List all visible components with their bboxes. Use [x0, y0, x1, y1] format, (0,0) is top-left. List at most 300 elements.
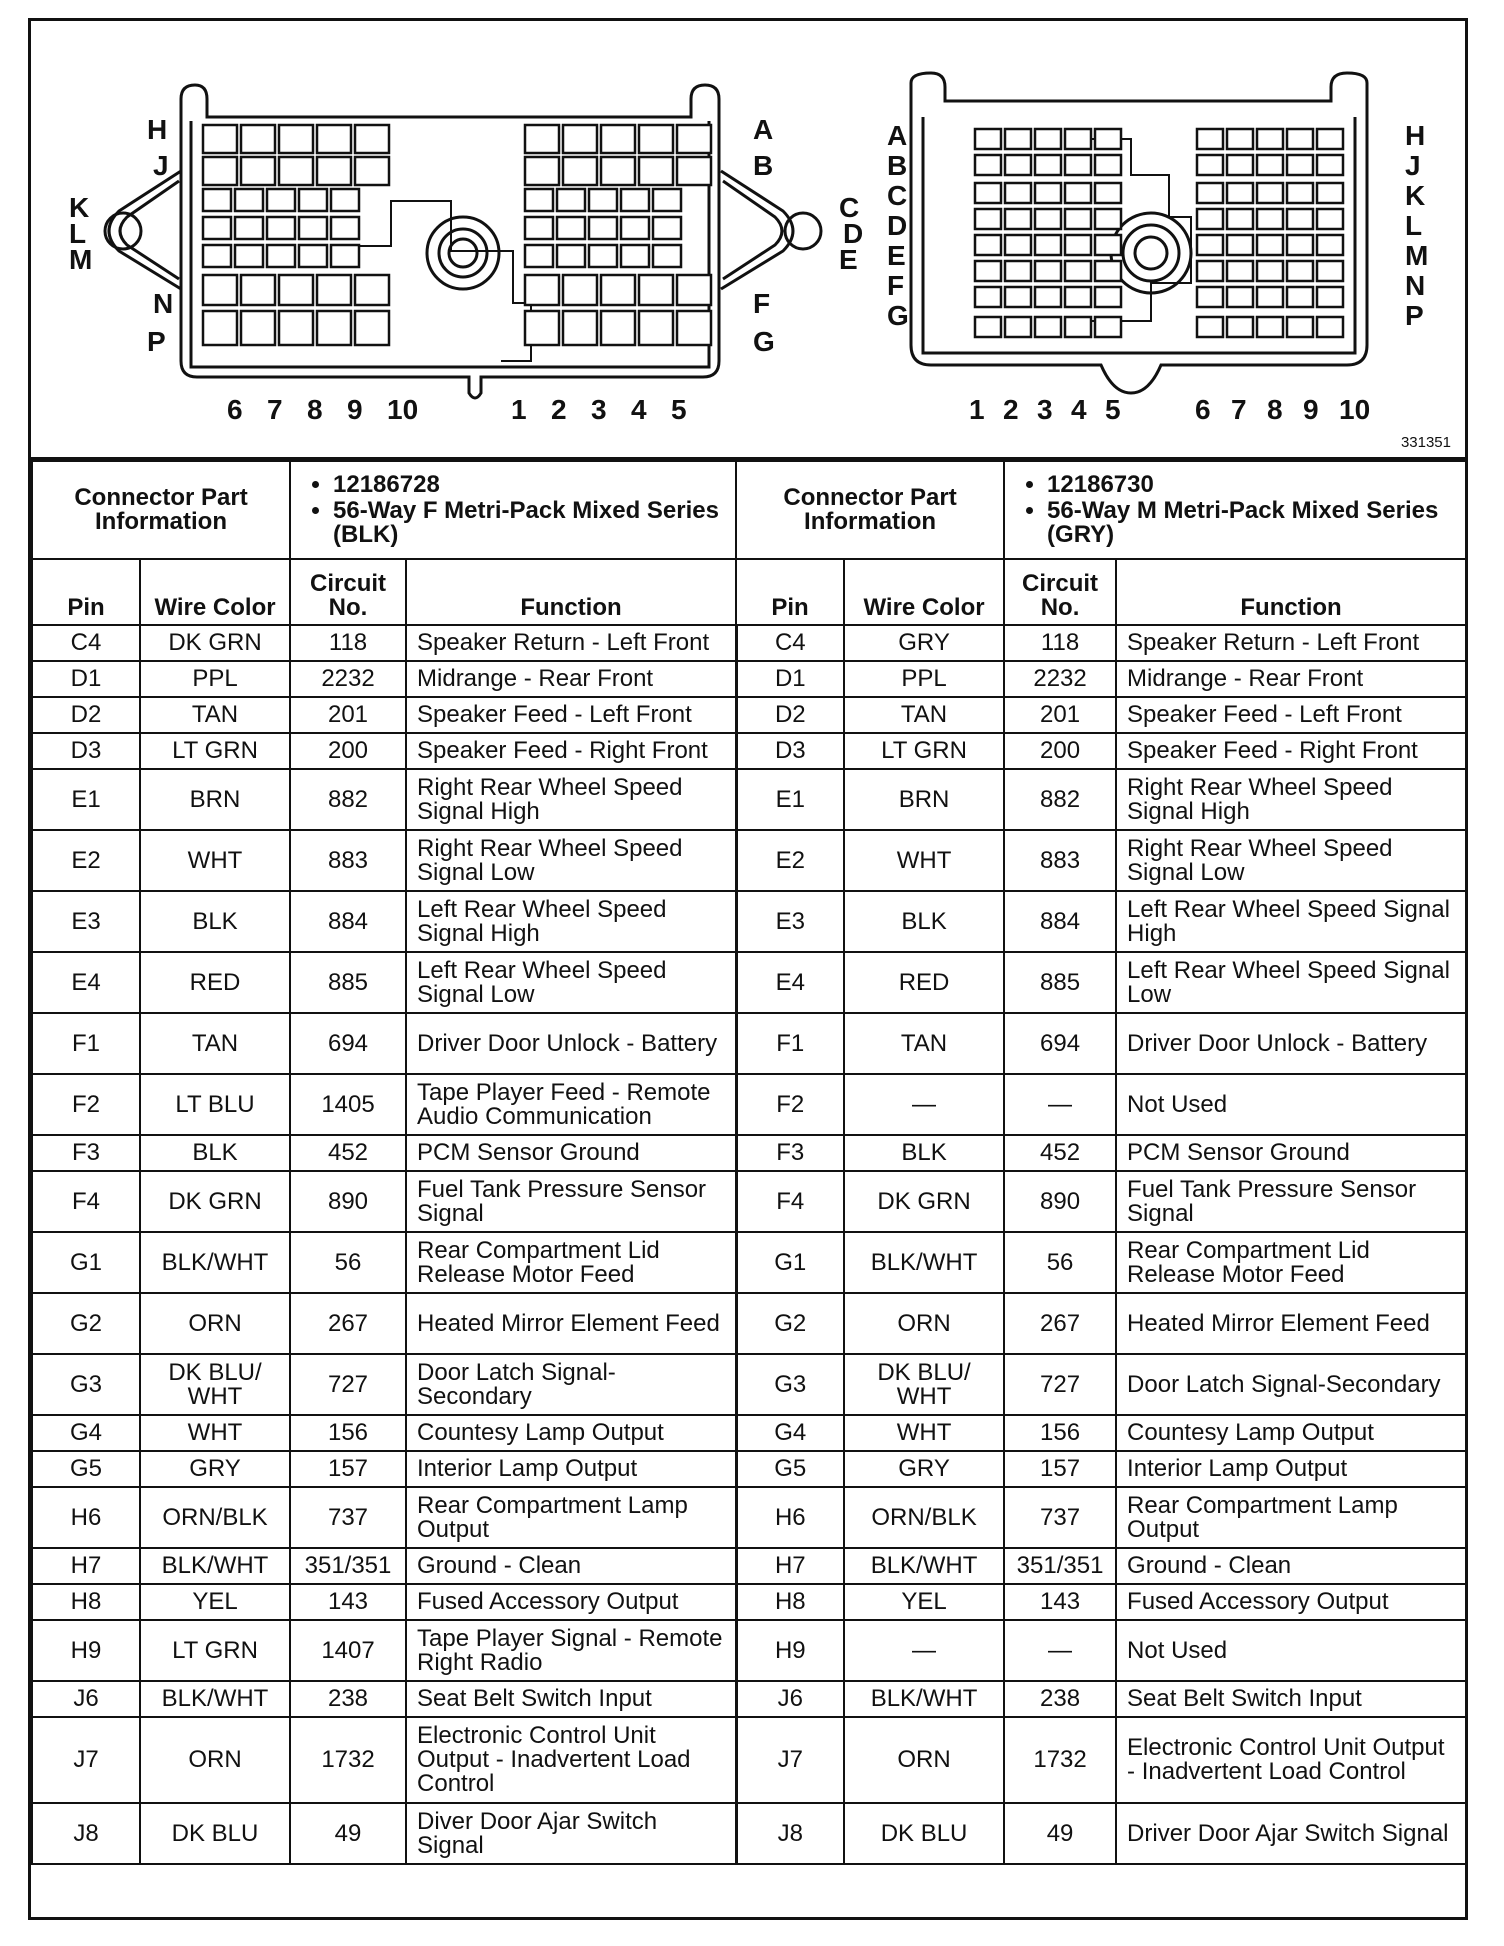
row-label: C	[887, 180, 908, 211]
circuit-right: 694	[1004, 1013, 1116, 1074]
wire-color-right: LT GRN	[844, 733, 1004, 769]
wire-color-right: BLK/WHT	[844, 1232, 1004, 1293]
cavity	[203, 311, 237, 345]
function-right: Countesy Lamp Output	[1116, 1415, 1466, 1451]
table-row	[32, 1293, 1466, 1354]
pin-cell-right: H9	[736, 1620, 844, 1681]
row-label: H	[1405, 120, 1426, 151]
row-label: J	[1405, 150, 1421, 181]
pin-cell-left: D2	[32, 697, 140, 733]
pin-cell-left: F4	[32, 1171, 140, 1232]
cavity	[241, 125, 275, 153]
wire-color-left: WHT	[140, 1415, 290, 1451]
function-left: Interior Lamp Output	[406, 1451, 736, 1487]
circuit-right: 156	[1004, 1415, 1116, 1451]
row-label: C	[839, 192, 860, 223]
circuit-right: 143	[1004, 1584, 1116, 1620]
cavity	[563, 157, 597, 185]
circuit-left: 49	[290, 1803, 406, 1864]
pin-cell-left: E1	[32, 769, 140, 830]
cavity	[1035, 287, 1061, 307]
connector-sheet	[28, 18, 1468, 1920]
col-pin-right: Pin	[736, 559, 844, 625]
column-label: 1	[511, 394, 527, 425]
cavity	[1287, 317, 1313, 337]
row-label: J	[153, 150, 169, 181]
cavity	[203, 245, 231, 267]
circuit-right: 49	[1004, 1803, 1116, 1864]
wire-color-left: BLK/WHT	[140, 1681, 290, 1717]
column-label: 5	[1105, 394, 1121, 425]
cavity	[1005, 261, 1031, 281]
cavity	[525, 275, 559, 305]
wire-color-left: LT BLU	[140, 1074, 290, 1135]
function-left: Seat Belt Switch Input	[406, 1681, 736, 1717]
cavity	[525, 125, 559, 153]
circuit-left: 884	[290, 891, 406, 952]
cavity	[557, 245, 585, 267]
function-left: Speaker Return - Left Front	[406, 625, 736, 661]
cavity	[525, 217, 553, 239]
cavity	[621, 217, 649, 239]
pin-cell-right: J7	[736, 1717, 844, 1803]
pin-cell-left: E3	[32, 891, 140, 952]
cavity	[525, 157, 559, 185]
cavity	[241, 157, 275, 185]
circuit-left: 737	[290, 1487, 406, 1548]
pin-cell-left: H8	[32, 1584, 140, 1620]
cavity	[235, 217, 263, 239]
cavity	[653, 217, 681, 239]
function-right: Speaker Feed - Right Front	[1116, 733, 1466, 769]
cavity	[601, 275, 635, 305]
cavity	[1317, 261, 1343, 281]
circuit-right: 884	[1004, 891, 1116, 952]
function-left: Fuel Tank Pressure Sensor Signal	[406, 1171, 736, 1232]
row-label: N	[1405, 270, 1426, 301]
cavity	[235, 245, 263, 267]
function-left: Driver Door Unlock - Battery	[406, 1013, 736, 1074]
pin-cell-right: J6	[736, 1681, 844, 1717]
cavity	[1005, 317, 1031, 337]
cavity	[1065, 183, 1091, 203]
cavity	[241, 275, 275, 305]
table-row	[32, 1013, 1466, 1074]
row-label: F	[887, 270, 905, 301]
circuit-right: 201	[1004, 697, 1116, 733]
pin-cell-right: E1	[736, 769, 844, 830]
cavity	[1227, 183, 1253, 203]
pin-cell-right: F1	[736, 1013, 844, 1074]
cavity	[203, 275, 237, 305]
cavity	[589, 189, 617, 211]
function-right: Not Used	[1116, 1074, 1466, 1135]
table-row	[32, 1548, 1466, 1584]
table-row	[32, 661, 1466, 697]
function-left: Rear Compartment Lamp Output	[406, 1487, 736, 1548]
cavity	[279, 275, 313, 305]
column-label: 6	[227, 394, 243, 425]
column-label: 3	[1037, 394, 1053, 425]
cavity	[677, 125, 711, 153]
cavity	[355, 275, 389, 305]
function-left: Right Rear Wheel Speed Signal High	[406, 769, 736, 830]
cavity	[975, 261, 1001, 281]
figure-id: 331351	[1400, 434, 1451, 451]
wire-color-right: ORN/BLK	[844, 1487, 1004, 1548]
row-label: D	[843, 218, 864, 249]
table-row	[32, 891, 1466, 952]
row-label: K	[1405, 180, 1426, 211]
row-label: A	[887, 120, 908, 151]
wire-color-right: GRY	[844, 1451, 1004, 1487]
cavity	[601, 125, 635, 153]
wire-color-right: DK BLU/ WHT	[844, 1354, 1004, 1415]
function-right: Interior Lamp Output	[1116, 1451, 1466, 1487]
circuit-right: 238	[1004, 1681, 1116, 1717]
pin-cell-left: H6	[32, 1487, 140, 1548]
male-cavities	[975, 129, 1343, 337]
circuit-right: —	[1004, 1620, 1116, 1681]
cavity	[1257, 129, 1283, 149]
pin-cell-right: G5	[736, 1451, 844, 1487]
cavity	[677, 157, 711, 185]
pin-cell-right: G4	[736, 1415, 844, 1451]
wire-color-right: BLK	[844, 1135, 1004, 1171]
cavity	[1317, 183, 1343, 203]
pinout-rows	[32, 625, 1466, 1864]
function-left: Left Rear Wheel Speed Signal Low	[406, 952, 736, 1013]
cavity	[331, 217, 359, 239]
cavity	[355, 125, 389, 153]
connector-type-right: • 56-Way M Metri-Pack Mixed Series (GRY)	[1047, 499, 1459, 547]
wire-color-right: ORN	[844, 1717, 1004, 1803]
pin-cell-right: J8	[736, 1803, 844, 1864]
cavity	[557, 217, 585, 239]
cavity	[1287, 287, 1313, 307]
circuit-right: 882	[1004, 769, 1116, 830]
wire-color-right: WHT	[844, 1415, 1004, 1451]
column-label: 8	[307, 394, 323, 425]
table-row	[32, 1232, 1466, 1293]
cavity	[1287, 155, 1313, 175]
cavity	[235, 189, 263, 211]
wire-color-left: RED	[140, 952, 290, 1013]
pin-cell-left: J6	[32, 1681, 140, 1717]
function-left: Door Latch Signal-Secondary	[406, 1354, 736, 1415]
column-label: 7	[267, 394, 283, 425]
function-right: Driver Door Ajar Switch Signal	[1116, 1803, 1466, 1864]
cavity	[1227, 261, 1253, 281]
pin-cell-right: G2	[736, 1293, 844, 1354]
pin-cell-left: D1	[32, 661, 140, 697]
cavity	[975, 317, 1001, 337]
pin-cell-right: D3	[736, 733, 844, 769]
row-label: H	[147, 114, 168, 145]
cavity	[317, 157, 351, 185]
cavity	[557, 189, 585, 211]
pin-cell-left: G5	[32, 1451, 140, 1487]
cavity	[601, 311, 635, 345]
circuit-right: 267	[1004, 1293, 1116, 1354]
cavity	[975, 183, 1001, 203]
cavity	[1035, 155, 1061, 175]
cavity	[279, 311, 313, 345]
circuit-left: 452	[290, 1135, 406, 1171]
cavity	[601, 157, 635, 185]
pin-cell-right: E2	[736, 830, 844, 891]
wire-color-right: PPL	[844, 661, 1004, 697]
pin-cell-left: E2	[32, 830, 140, 891]
cavity	[203, 157, 237, 185]
table-row	[32, 733, 1466, 769]
cavity	[1227, 317, 1253, 337]
column-label: 2	[1003, 394, 1019, 425]
circuit-right: 2232	[1004, 661, 1116, 697]
cavity	[1065, 209, 1091, 229]
function-left: Speaker Feed - Right Front	[406, 733, 736, 769]
pin-cell-right: F4	[736, 1171, 844, 1232]
circuit-left: 882	[290, 769, 406, 830]
wire-color-left: YEL	[140, 1584, 290, 1620]
circuit-right: 890	[1004, 1171, 1116, 1232]
circuit-left: 351/351	[290, 1548, 406, 1584]
table-row	[32, 1415, 1466, 1451]
pin-cell-right: H8	[736, 1584, 844, 1620]
cavity	[1095, 183, 1121, 203]
row-label: G	[753, 326, 775, 357]
col-wire-right: Wire Color	[844, 559, 1004, 625]
wire-color-left: DK GRN	[140, 625, 290, 661]
circuit-left: 157	[290, 1451, 406, 1487]
circuit-right: 883	[1004, 830, 1116, 891]
wire-color-right: DK GRN	[844, 1171, 1004, 1232]
function-left: Fused Accessory Output	[406, 1584, 736, 1620]
wire-color-right: —	[844, 1620, 1004, 1681]
cavity	[653, 245, 681, 267]
table-row	[32, 1487, 1466, 1548]
function-right: Door Latch Signal-Secondary	[1116, 1354, 1466, 1415]
cavity	[1065, 317, 1091, 337]
cavity	[1197, 209, 1223, 229]
wire-color-left: LT GRN	[140, 1620, 290, 1681]
col-function-right: Function	[1116, 559, 1466, 625]
column-label: 4	[1071, 394, 1087, 425]
wire-color-right: GRY	[844, 625, 1004, 661]
cavity	[1257, 183, 1283, 203]
row-label: K	[69, 192, 90, 223]
pin-cell-right: G1	[736, 1232, 844, 1293]
circuit-left: 156	[290, 1415, 406, 1451]
row-label: P	[147, 326, 166, 357]
cavity	[1095, 317, 1121, 337]
cavity	[563, 311, 597, 345]
column-label: 9	[347, 394, 363, 425]
pin-cell-right: C4	[736, 625, 844, 661]
connector-drawing	[31, 21, 1465, 457]
row-label: G	[887, 300, 909, 331]
cavity	[267, 217, 295, 239]
pin-cell-right: G3	[736, 1354, 844, 1415]
cavity	[1005, 129, 1031, 149]
wire-color-right: —	[844, 1074, 1004, 1135]
function-right: Right Rear Wheel Speed Signal Low	[1116, 830, 1466, 891]
col-circuit-right: Circuit No.	[1004, 559, 1116, 625]
cavity	[1197, 287, 1223, 307]
circuit-left: 2232	[290, 661, 406, 697]
circuit-left: 885	[290, 952, 406, 1013]
circuit-left: 883	[290, 830, 406, 891]
cavity	[1197, 317, 1223, 337]
connector-type-left: • 56-Way F Metri-Pack Mixed Series (BLK)	[333, 499, 729, 547]
circuit-left: 1732	[290, 1717, 406, 1803]
cavity	[317, 311, 351, 345]
pin-cell-left: F1	[32, 1013, 140, 1074]
pin-cell-right: F2	[736, 1074, 844, 1135]
function-left: Left Rear Wheel Speed Signal High	[406, 891, 736, 952]
connector-info-header-left: Connector Part Information	[32, 461, 290, 559]
cavity	[621, 245, 649, 267]
cavity	[1005, 287, 1031, 307]
cavity	[299, 217, 327, 239]
cavity	[1065, 155, 1091, 175]
column-label: 1	[969, 394, 985, 425]
wire-color-left: DK GRN	[140, 1171, 290, 1232]
pin-cell-left: D3	[32, 733, 140, 769]
cavity	[1197, 183, 1223, 203]
cavity	[1005, 183, 1031, 203]
function-left: Ground - Clean	[406, 1548, 736, 1584]
function-right: Rear Compartment Lid Release Motor Feed	[1116, 1232, 1466, 1293]
function-right: Seat Belt Switch Input	[1116, 1681, 1466, 1717]
wire-color-right: RED	[844, 952, 1004, 1013]
table-row	[32, 1135, 1466, 1171]
cavity	[355, 157, 389, 185]
cavity	[1227, 209, 1253, 229]
circuit-left: 694	[290, 1013, 406, 1074]
function-right: Speaker Feed - Left Front	[1116, 697, 1466, 733]
cavity	[1005, 155, 1031, 175]
wire-color-left: ORN	[140, 1717, 290, 1803]
column-label: 6	[1195, 394, 1211, 425]
circuit-right: 885	[1004, 952, 1116, 1013]
table-row	[32, 952, 1466, 1013]
table-row	[32, 1074, 1466, 1135]
cavity	[1287, 235, 1313, 255]
wire-color-left: GRY	[140, 1451, 290, 1487]
cavity	[317, 125, 351, 153]
wire-color-right: WHT	[844, 830, 1004, 891]
pin-cell-left: H9	[32, 1620, 140, 1681]
pin-cell-right: D2	[736, 697, 844, 733]
cavity	[1035, 209, 1061, 229]
cavity	[1227, 235, 1253, 255]
cavity	[267, 189, 295, 211]
cavity	[331, 245, 359, 267]
pin-cell-left: G4	[32, 1415, 140, 1451]
cavity	[1257, 209, 1283, 229]
function-left: Tape Player Signal - Remote Right Radio	[406, 1620, 736, 1681]
circuit-left: 200	[290, 733, 406, 769]
wire-color-left: BLK/WHT	[140, 1548, 290, 1584]
col-circuit-left: Circuit No.	[290, 559, 406, 625]
cavity	[1095, 261, 1121, 281]
cavity	[1095, 155, 1121, 175]
circuit-right: 200	[1004, 733, 1116, 769]
circuit-left: 143	[290, 1584, 406, 1620]
cavity	[317, 275, 351, 305]
cavity	[279, 157, 313, 185]
function-left: Right Rear Wheel Speed Signal Low	[406, 830, 736, 891]
cavity	[1095, 129, 1121, 149]
table-row	[32, 697, 1466, 733]
function-left: Rear Compartment Lid Release Motor Feed	[406, 1232, 736, 1293]
cavity	[621, 189, 649, 211]
wire-color-left: BLK	[140, 891, 290, 952]
function-left: Countesy Lamp Output	[406, 1415, 736, 1451]
pin-cell-left: H7	[32, 1548, 140, 1584]
circuit-right: 157	[1004, 1451, 1116, 1487]
cavity	[299, 189, 327, 211]
circuit-left: 118	[290, 625, 406, 661]
wire-color-left: ORN/BLK	[140, 1487, 290, 1548]
female-cavities	[203, 125, 711, 345]
function-left: Diver Door Ajar Switch Signal	[406, 1803, 736, 1864]
cavity	[1227, 287, 1253, 307]
function-left: Midrange - Rear Front	[406, 661, 736, 697]
cavity	[267, 245, 295, 267]
function-left: Electronic Control Unit Output - Inadvertent Load Control	[406, 1717, 736, 1803]
col-function-left: Function	[406, 559, 736, 625]
circuit-left: 267	[290, 1293, 406, 1354]
wire-color-left: ORN	[140, 1293, 290, 1354]
wire-color-right: YEL	[844, 1584, 1004, 1620]
pin-cell-left: C4	[32, 625, 140, 661]
circuit-right: 118	[1004, 625, 1116, 661]
cavity	[1287, 183, 1313, 203]
function-right: PCM Sensor Ground	[1116, 1135, 1466, 1171]
cavity	[525, 189, 553, 211]
cavity	[1035, 129, 1061, 149]
circuit-left: 727	[290, 1354, 406, 1415]
pin-cell-left: F3	[32, 1135, 140, 1171]
male-connector	[911, 73, 1367, 393]
cavity	[653, 189, 681, 211]
cavity	[525, 245, 553, 267]
wire-color-left: PPL	[140, 661, 290, 697]
connector-info-left	[290, 461, 736, 559]
pin-cell-left: G3	[32, 1354, 140, 1415]
cavity	[975, 155, 1001, 175]
connector-diagram	[31, 21, 1465, 460]
cavity	[1287, 129, 1313, 149]
cavity	[1065, 235, 1091, 255]
col-wire-left: Wire Color	[140, 559, 290, 625]
function-right: Fused Accessory Output	[1116, 1584, 1466, 1620]
cavity	[1257, 155, 1283, 175]
cavity	[975, 129, 1001, 149]
function-right: Midrange - Rear Front	[1116, 661, 1466, 697]
cavity	[203, 189, 231, 211]
wire-color-right: BRN	[844, 769, 1004, 830]
cavity	[1197, 261, 1223, 281]
cavity	[563, 125, 597, 153]
wire-color-right: DK BLU	[844, 1803, 1004, 1864]
connector-info-right	[1004, 461, 1466, 559]
row-label: N	[153, 288, 174, 319]
column-label: 8	[1267, 394, 1283, 425]
function-right: Speaker Return - Left Front	[1116, 625, 1466, 661]
